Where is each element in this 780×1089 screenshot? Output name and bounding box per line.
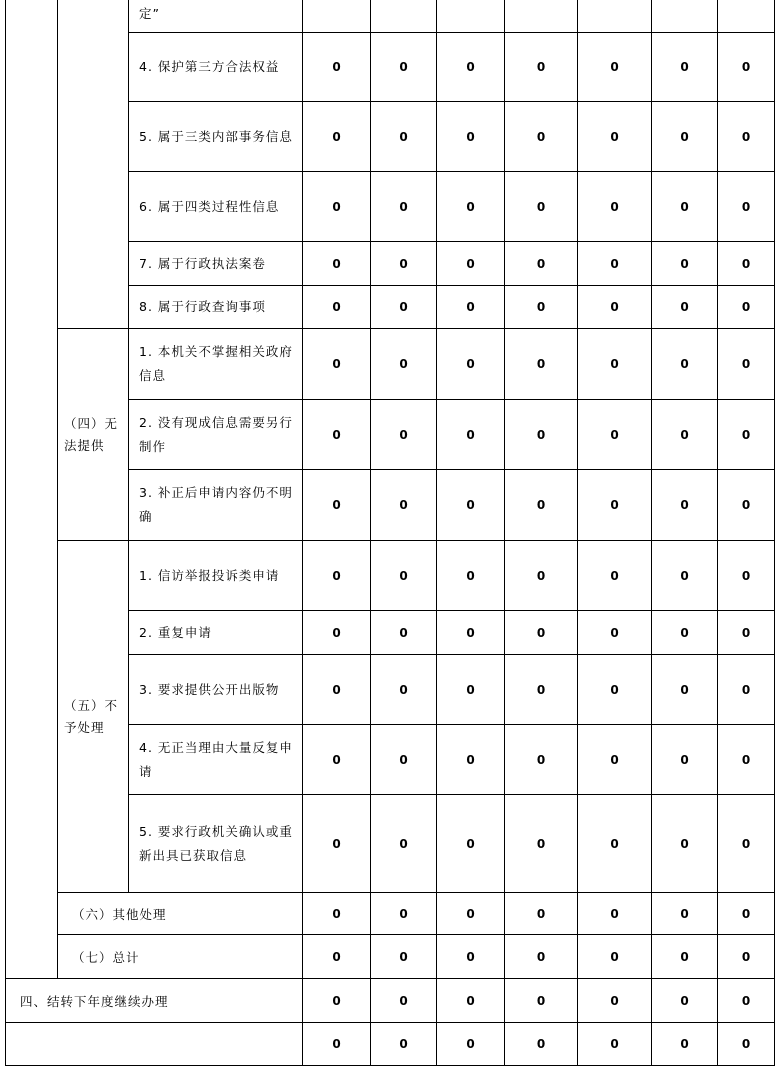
value-cell: 0 xyxy=(303,102,371,172)
value-cell: 0 xyxy=(718,541,775,611)
value-cell: 0 xyxy=(437,172,505,242)
value-cell: 0 xyxy=(718,172,775,242)
value-cell: 0 xyxy=(303,611,371,655)
value-cell: 0 xyxy=(652,979,718,1023)
value-cell: 0 xyxy=(505,1023,578,1066)
row-label: 4. 保护第三方合法权益 xyxy=(129,33,303,102)
value-cell: 0 xyxy=(718,242,775,286)
value-cell: 0 xyxy=(578,893,652,935)
table-row xyxy=(6,893,775,935)
value-cell: 0 xyxy=(371,935,437,979)
value-cell: 0 xyxy=(437,286,505,329)
value-cell: 0 xyxy=(718,935,775,979)
value-cell: 0 xyxy=(371,242,437,286)
value-cell: 0 xyxy=(718,1023,775,1066)
value-cell: 0 xyxy=(371,655,437,725)
row-label: 7. 属于行政执法案卷 xyxy=(129,242,303,286)
row-label: 5. 要求行政机关确认或重新出具已获取信息 xyxy=(129,795,303,893)
value-cell: 0 xyxy=(437,1023,505,1066)
value-cell: 0 xyxy=(437,611,505,655)
value-cell: 0 xyxy=(578,102,652,172)
value-cell: 0 xyxy=(578,172,652,242)
table-row xyxy=(6,329,775,400)
value-cell: 0 xyxy=(578,795,652,893)
value-cell: 0 xyxy=(505,329,578,400)
value-cell: 0 xyxy=(437,725,505,795)
value-cell: 0 xyxy=(437,470,505,541)
group5-label: （五）不予处理 xyxy=(58,541,129,893)
row-label: 1. 本机关不掌握相关政府信息 xyxy=(129,329,303,400)
value-cell: 0 xyxy=(505,893,578,935)
table-row xyxy=(6,935,775,979)
value-cell: 0 xyxy=(303,470,371,541)
value-cell: 0 xyxy=(578,400,652,470)
row-label: 定” xyxy=(129,0,303,33)
carry-label: 四、结转下年度继续办理 xyxy=(6,979,303,1023)
value-cell xyxy=(303,0,371,33)
value-cell: 0 xyxy=(578,655,652,725)
value-cell: 0 xyxy=(505,935,578,979)
value-cell: 0 xyxy=(303,329,371,400)
value-cell: 0 xyxy=(437,935,505,979)
value-cell: 0 xyxy=(652,400,718,470)
total-label: （七）总计 xyxy=(58,935,303,979)
value-cell: 0 xyxy=(652,172,718,242)
value-cell xyxy=(718,0,775,33)
value-cell: 0 xyxy=(505,611,578,655)
value-cell: 0 xyxy=(505,979,578,1023)
value-cell: 0 xyxy=(578,286,652,329)
value-cell: 0 xyxy=(371,33,437,102)
table-row xyxy=(6,0,775,33)
value-cell: 0 xyxy=(718,102,775,172)
table-body xyxy=(6,0,775,1066)
value-cell: 0 xyxy=(303,400,371,470)
value-cell: 0 xyxy=(303,979,371,1023)
value-cell: 0 xyxy=(578,242,652,286)
value-cell: 0 xyxy=(505,33,578,102)
value-cell: 0 xyxy=(718,725,775,795)
row-label: 4. 无正当理由大量反复申请 xyxy=(129,725,303,795)
value-cell: 0 xyxy=(718,33,775,102)
value-cell: 0 xyxy=(371,893,437,935)
value-cell: 0 xyxy=(578,329,652,400)
value-cell: 0 xyxy=(652,893,718,935)
table-row xyxy=(6,1023,775,1066)
value-cell: 0 xyxy=(652,242,718,286)
row-label: 3. 要求提供公开出版物 xyxy=(129,655,303,725)
value-cell: 0 xyxy=(578,33,652,102)
value-cell: 0 xyxy=(718,400,775,470)
value-cell: 0 xyxy=(437,893,505,935)
value-cell: 0 xyxy=(505,725,578,795)
value-cell xyxy=(437,0,505,33)
value-cell: 0 xyxy=(718,611,775,655)
value-cell: 0 xyxy=(303,33,371,102)
value-cell: 0 xyxy=(437,400,505,470)
other-label: （六）其他处理 xyxy=(58,893,303,935)
value-cell: 0 xyxy=(505,242,578,286)
value-cell: 0 xyxy=(505,655,578,725)
value-cell: 0 xyxy=(652,725,718,795)
value-cell: 0 xyxy=(718,893,775,935)
group4-label: （四）无法提供 xyxy=(58,329,129,541)
value-cell: 0 xyxy=(303,172,371,242)
value-cell: 0 xyxy=(578,725,652,795)
value-cell: 0 xyxy=(371,541,437,611)
value-cell: 0 xyxy=(505,286,578,329)
value-cell: 0 xyxy=(578,935,652,979)
value-cell xyxy=(505,0,578,33)
value-cell: 0 xyxy=(371,329,437,400)
value-cell: 0 xyxy=(437,102,505,172)
value-cell: 0 xyxy=(505,400,578,470)
value-cell: 0 xyxy=(303,893,371,935)
value-cell: 0 xyxy=(718,795,775,893)
value-cell: 0 xyxy=(371,470,437,541)
row-label: 2. 没有现成信息需要另行制作 xyxy=(129,400,303,470)
value-cell: 0 xyxy=(303,725,371,795)
value-cell: 0 xyxy=(505,470,578,541)
row-label: 3. 补正后申请内容仍不明确 xyxy=(129,470,303,541)
value-cell: 0 xyxy=(652,795,718,893)
outer-group-cell xyxy=(6,0,58,979)
value-cell: 0 xyxy=(371,979,437,1023)
row-label: 2. 重复申请 xyxy=(129,611,303,655)
value-cell: 0 xyxy=(303,1023,371,1066)
value-cell: 0 xyxy=(718,286,775,329)
value-cell: 0 xyxy=(437,242,505,286)
value-cell: 0 xyxy=(652,33,718,102)
value-cell: 0 xyxy=(578,541,652,611)
value-cell: 0 xyxy=(652,1023,718,1066)
value-cell: 0 xyxy=(578,611,652,655)
group3-cell xyxy=(58,0,129,329)
value-cell: 0 xyxy=(371,795,437,893)
value-cell: 0 xyxy=(578,470,652,541)
value-cell: 0 xyxy=(718,470,775,541)
value-cell: 0 xyxy=(437,33,505,102)
value-cell: 0 xyxy=(505,795,578,893)
value-cell: 0 xyxy=(505,541,578,611)
value-cell: 0 xyxy=(437,329,505,400)
value-cell xyxy=(578,0,652,33)
value-cell: 0 xyxy=(505,172,578,242)
last-label xyxy=(6,1023,303,1066)
value-cell: 0 xyxy=(371,102,437,172)
value-cell: 0 xyxy=(652,329,718,400)
value-cell: 0 xyxy=(652,470,718,541)
value-cell: 0 xyxy=(652,655,718,725)
value-cell: 0 xyxy=(578,979,652,1023)
value-cell: 0 xyxy=(652,102,718,172)
row-label: 1. 信访举报投诉类申请 xyxy=(129,541,303,611)
row-label: 8. 属于行政查询事项 xyxy=(129,286,303,329)
value-cell: 0 xyxy=(303,655,371,725)
value-cell: 0 xyxy=(371,172,437,242)
value-cell: 0 xyxy=(371,725,437,795)
value-cell: 0 xyxy=(437,795,505,893)
row-label: 5. 属于三类内部事务信息 xyxy=(129,102,303,172)
value-cell: 0 xyxy=(303,935,371,979)
value-cell: 0 xyxy=(718,655,775,725)
value-cell: 0 xyxy=(371,611,437,655)
value-cell: 0 xyxy=(437,541,505,611)
value-cell: 0 xyxy=(652,611,718,655)
value-cell: 0 xyxy=(303,286,371,329)
table-row xyxy=(6,541,775,611)
value-cell: 0 xyxy=(652,935,718,979)
value-cell: 0 xyxy=(371,1023,437,1066)
row-label: 6. 属于四类过程性信息 xyxy=(129,172,303,242)
value-cell xyxy=(371,0,437,33)
value-cell: 0 xyxy=(303,795,371,893)
value-cell: 0 xyxy=(371,286,437,329)
value-cell: 0 xyxy=(303,242,371,286)
value-cell xyxy=(652,0,718,33)
value-cell: 0 xyxy=(437,979,505,1023)
table-row xyxy=(6,979,775,1023)
value-cell: 0 xyxy=(505,102,578,172)
value-cell: 0 xyxy=(578,1023,652,1066)
value-cell: 0 xyxy=(718,329,775,400)
value-cell: 0 xyxy=(437,655,505,725)
value-cell: 0 xyxy=(652,286,718,329)
value-cell: 0 xyxy=(652,541,718,611)
value-cell: 0 xyxy=(303,541,371,611)
statistics-table xyxy=(5,0,775,1066)
value-cell: 0 xyxy=(371,400,437,470)
value-cell: 0 xyxy=(718,979,775,1023)
